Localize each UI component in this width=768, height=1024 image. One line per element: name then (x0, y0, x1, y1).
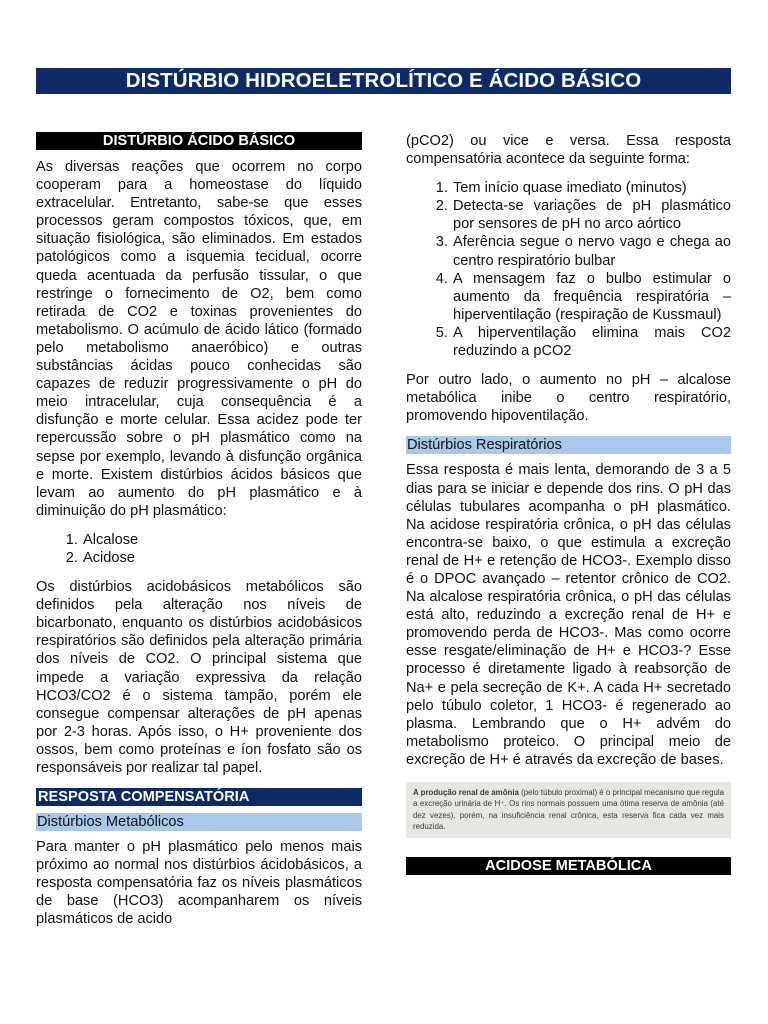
note-text: (pelo túbulo proximal) é o principal mecanismo que regula a excreção urinária de H⁺. Os rins normais possuem uma ótima reserva de amônia (até dez vezes), porém, na insuficiência renal crônica, esta reserva fica cada vez mais reduzida. (413, 788, 724, 831)
list-item: 2. Acidose (82, 549, 362, 567)
paragraph-alkalosis: Por outro lado, o aumento no pH – alcalose metabólica inibe o centro respiratório, promovendo hipoventilação. (406, 372, 731, 425)
paragraph-respiratory: Essa resposta é mais lenta, demorando de 3 a 5 dias para se iniciar e depende dos rins. O pH das células tubulares acompanha o pH plasmático. Na acidose respiratória crônica, o pH das células encontra-se baixo, o que estimula a excreção renal de H+ e retenção de HCO3-. Exemplo disso é o DPOC avançado – retentor crônico de CO2. Na alcalose respiratória crônica, o pH das células está alto, reduzindo a excreção renal de H+ e promovendo perda de HCO3-. Mas como ocorre esse resgate/eliminação de H+ e HCO3-? Esse processo é diretamente ligado à reabsorção de Na+ e pela secreção de K+. A cada H+ secretado pelo túbulo coletor, 1 HCO3- é regenerado ao plasma. Lembrando que o H+ advém do metabolismo proteico. O principal meio de excreção de H+ é através da excreção de bases. (406, 462, 731, 768)
list-item: 1. Alcalose (82, 531, 362, 549)
paragraph-metabolic-respiratory: Os distúrbios acidobásicos metabólicos são definidos pela alteração nos níveis de bicarbonato, enquanto os distúrbios acidobásicos respiratórios são definidos pela alteração primária dos níveis de CO2. O principal sistema que impede a variação expressiva da relação HCO3/CO2 é o sistema tampão, porém ele consegue compensar alterações de pH apenas por 2-3 horas. Após isso, o H+ proveniente dos ossos, bem como proteínas e íon fosfato são os responsáveis por realizar tal papel. (36, 579, 362, 776)
note-bold-text: A produção renal de amônia (413, 788, 519, 797)
compensation-steps-list (406, 179, 731, 360)
list-item: 4. A mensagem faz o bulbo estimular o aumento da frequência respiratória – hiperventilação (respiração de Kussmaul) (452, 270, 731, 324)
section-heading-acido-basico: DISTÚRBIO ÁCIDO BÁSICO (36, 132, 362, 150)
disorders-list (36, 531, 362, 567)
paragraph-continuation: (pCO2) ou vice e versa. Essa resposta compensatória acontece da seguinte forma: (406, 133, 731, 168)
section-heading-acidose-metabolica: ACIDOSE METABÓLICA (406, 857, 731, 875)
subheading-disturbios-metabolicos: Distúrbios Metabólicos (36, 813, 362, 831)
subheading-disturbios-respiratorios: Distúrbios Respiratórios (406, 436, 731, 454)
page-title: DISTÚRBIO HIDROELETROLÍTICO E ÁCIDO BÁSICO (36, 68, 731, 94)
list-item: 2. Detecta-se variações de pH plasmático por sensores de pH no arco aórtico (452, 197, 731, 233)
right-column (406, 132, 731, 883)
paragraph-compensatory: Para manter o pH plasmático pelo menos mais próximo ao normal nos distúrbios ácidobásicos, a resposta compensatória faz os níveis plasmáticos de base (HCO3) acompanharem os níveis plasmáticos de acido (36, 839, 362, 928)
left-column (36, 132, 362, 940)
list-item: 5. A hiperventilação elimina mais CO2 reduzindo a pCO2 (452, 324, 731, 360)
paragraph-intro: As diversas reações que ocorrem no corpo cooperam para a homeostase do líquido extracelular. Entretanto, sabe-se que esses processos geram compostos tóxicos, que, em situação fisiológica, são eliminados. Em estados patológicos como a isquemia tecidual, ocorre queda acentuada da perfusão tissular, o que restringe o fornecimento de O2, bem como retirada de CO2 e toxinas provenientes do metabolismo. O acúmulo de ácido lático (formado pelo metabolismo anaeróbico) e outras substâncias ácidas pouco conhecidas são capazes de reduzir progressivamente o pH do meio intracelular, cuja consequência é a disfunção e morte celular. Essa acidez pode ter repercussão sobre o pH plasmático como na sepse por exemplo, levando à disfunção orgânica e morte. Existem distúrbios ácidos básicos que levam ao aumento do pH plasmático e à diminuição do pH plasmático: (36, 159, 362, 519)
note-box (406, 782, 731, 838)
list-item: 3. Aferência segue o nervo vago e chega ao centro respiratório bulbar (452, 233, 731, 269)
section-heading-resposta-compensatoria: RESPOSTA COMPENSATÓRIA (36, 788, 362, 806)
list-item: 1. Tem início quase imediato (minutos) (452, 179, 731, 197)
